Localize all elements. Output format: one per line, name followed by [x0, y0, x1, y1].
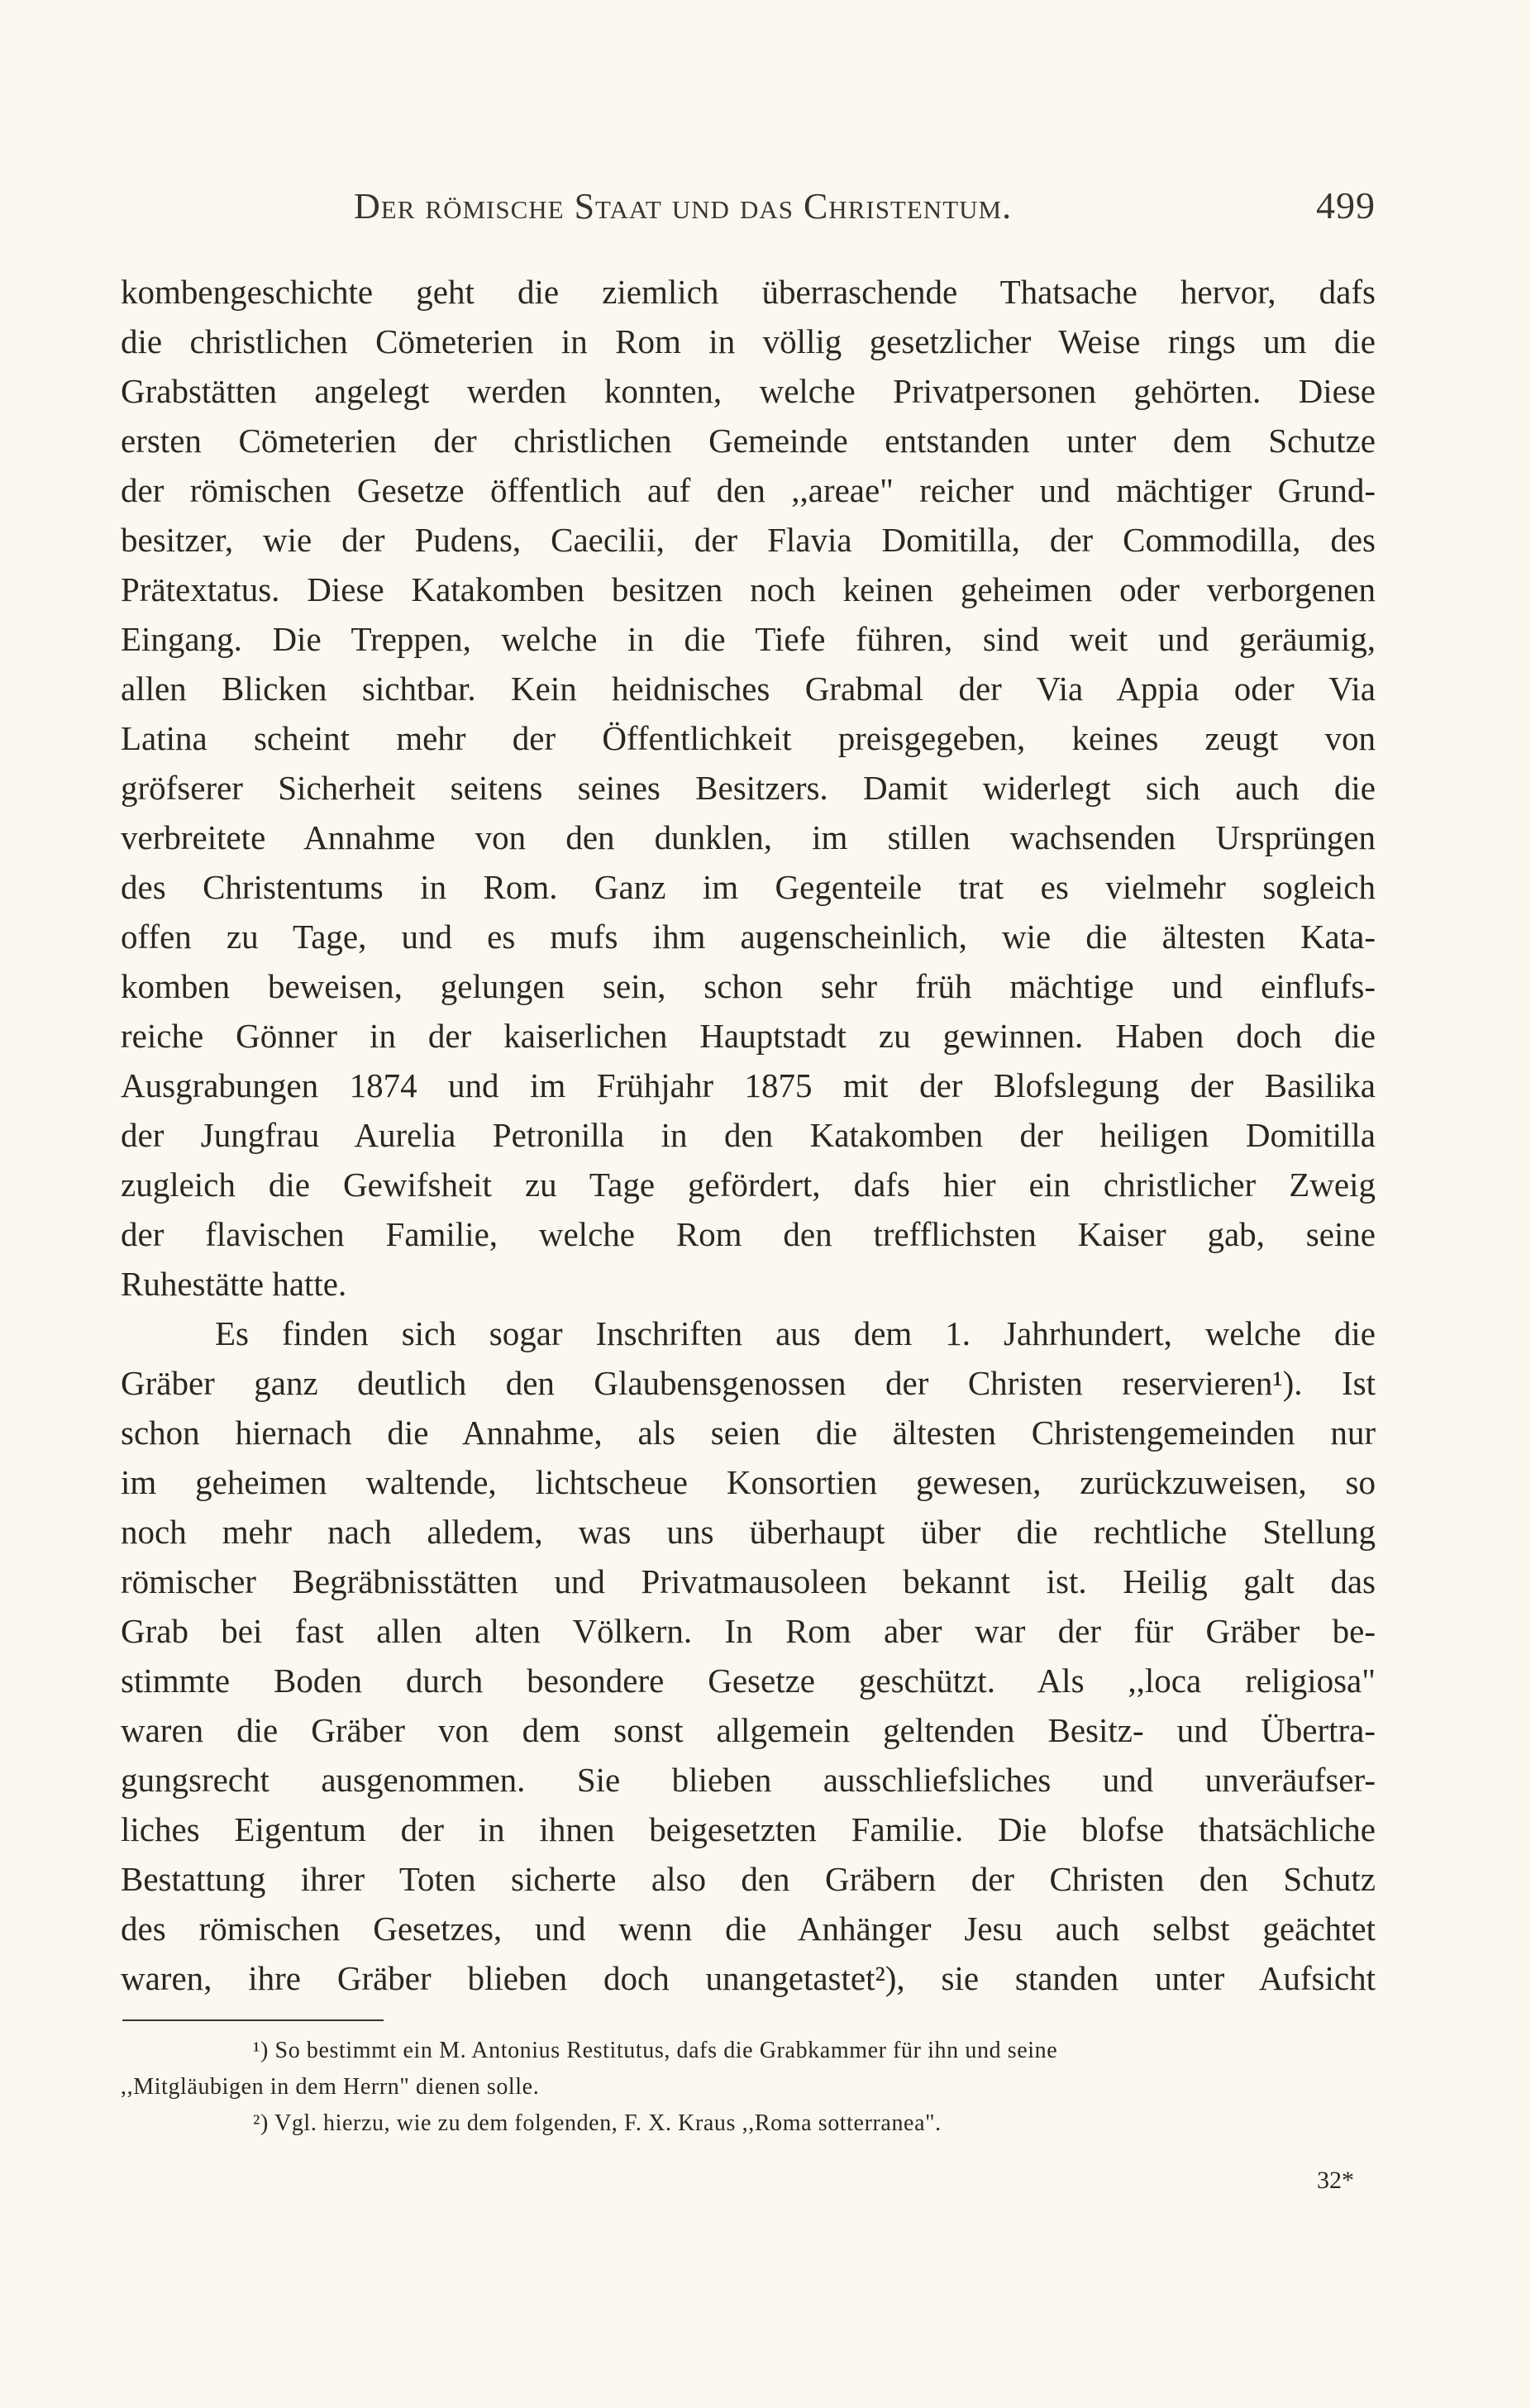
footnotes [121, 2033, 1376, 2142]
text-line: Gräber ganz deutlich den Glaubensgenossen der Christen reservieren¹). Ist [121, 1364, 1376, 1402]
text-line: zugleich die Gewifsheit zu Tage gefördert, dafs hier ein christlicher Zweig [121, 1166, 1376, 1204]
text-line: Grab bei fast allen alten Völkern. In Rom aber war der für Gräber be- [121, 1612, 1376, 1650]
footnote-1-continuation: ,,Mitgläubigen in dem Herrn" dienen solle. [121, 2074, 540, 2100]
text-line: stimmte Boden durch besondere Gesetze geschützt. Als ,,loca religiosa" [121, 1662, 1376, 1700]
book-page [121, 184, 1376, 2195]
footnote-2: ²) Vgl. hierzu, wie zu dem folgenden, F. X. Kraus ,,Roma sotterranea". [253, 2110, 942, 2136]
text-line: Ruhestätte hatte. [121, 1265, 347, 1303]
text-line: waren die Gräber von dem sonst allgemein geltenden Besitz- und Übertra- [121, 1711, 1376, 1749]
text-line: Eingang. Die Treppen, welche in die Tiefe führen, sind weit und geräumig, [121, 620, 1376, 658]
text-line: verbreitete Annahme von den dunklen, im stillen wachsenden Ursprüngen [121, 818, 1376, 856]
text-line: noch mehr nach alledem, was uns überhaupt über die rechtliche Stellung [121, 1513, 1376, 1551]
footnote-rule [122, 2019, 384, 2021]
text-line: des Christentums in Rom. Ganz im Gegenteile trat es vielmehr sogleich [121, 868, 1376, 906]
text-line: reiche Gönner in der kaiserlichen Hauptstadt zu gewinnen. Haben doch die [121, 1017, 1376, 1055]
text-line: offen zu Tage, und es mufs ihm augenscheinlich, wie die ältesten Kata- [121, 918, 1376, 956]
text-line: der römischen Gesetze öffentlich auf den ,,areae" reicher und mächtiger Grund- [121, 471, 1376, 509]
printer-signature: 32* [1317, 2167, 1354, 2194]
text-line: Latina scheint mehr der Öffentlichkeit preisgegeben, keines zeugt von [121, 719, 1376, 757]
text-line: im geheimen waltende, lichtscheue Konsortien gewesen, zurückzuweisen, so [121, 1463, 1376, 1501]
text-line: die christlichen Cömeterien in Rom in völlig gesetzlicher Weise rings um die [121, 322, 1376, 360]
footnote-1: ¹) So bestimmt ein M. Antonius Restitutus, dafs die Grabkammer für ihn und seine [253, 2038, 1058, 2063]
text-line: liches Eigentum der in ihnen beigesetzten Familie. Die blofse thatsächliche [121, 1810, 1376, 1848]
text-line: Prätextatus. Diese Katakomben besitzen noch keinen geheimen oder verborgenen [121, 570, 1376, 608]
text-line: schon hiernach die Annahme, als seien die ältesten Christengemeinden nur [121, 1414, 1376, 1452]
text-line: gungsrecht ausgenommen. Sie blieben ausschliefsliches und unveräufser- [121, 1761, 1376, 1799]
text-line: waren, ihre Gräber blieben doch unangetastet²), sie standen unter Aufsicht [121, 1959, 1376, 1997]
text-line: Bestattung ihrer Toten sicherte also den Gräbern der Christen den Schutz [121, 1860, 1376, 1898]
paragraph-first-line: Es finden sich sogar Inschriften aus dem 1. Jahrhundert, welche die [215, 1314, 1376, 1352]
text-line: besitzer, wie der Pudens, Caecilii, der Flavia Domitilla, der Commodilla, des [121, 521, 1376, 559]
text-line: römischer Begräbnisstätten und Privatmausoleen bekannt ist. Heilig galt das [121, 1562, 1376, 1600]
body-text [121, 267, 1376, 2003]
page-number: 499 [1316, 184, 1376, 226]
text-line: gröfserer Sicherheit seitens seines Besitzers. Damit widerlegt sich auch die [121, 769, 1376, 807]
text-line: der flavischen Familie, welche Rom den trefflichsten Kaiser gab, seine [121, 1215, 1376, 1253]
text-line: Ausgrabungen 1874 und im Frühjahr 1875 mit der Blofslegung der Basilika [121, 1066, 1376, 1104]
text-line: kombengeschichte geht die ziemlich überraschende Thatsache hervor, dafs [121, 273, 1376, 311]
text-line: ersten Cömeterien der christlichen Gemeinde entstanden unter dem Schutze [121, 422, 1376, 460]
text-line: allen Blicken sichtbar. Kein heidnisches Grabmal der Via Appia oder Via [121, 670, 1376, 708]
text-line: komben beweisen, gelungen sein, schon sehr früh mächtige und einflufs- [121, 967, 1376, 1005]
text-line: Grabstätten angelegt werden konnten, welche Privatpersonen gehörten. Diese [121, 372, 1376, 410]
text-line: des römischen Gesetzes, und wenn die Anhänger Jesu auch selbst geächtet [121, 1910, 1376, 1948]
running-title: Der römische Staat und das Christentum. [354, 186, 1013, 226]
running-header [354, 184, 1376, 227]
text-line: der Jungfrau Aurelia Petronilla in den Katakomben der heiligen Domitilla [121, 1116, 1376, 1154]
